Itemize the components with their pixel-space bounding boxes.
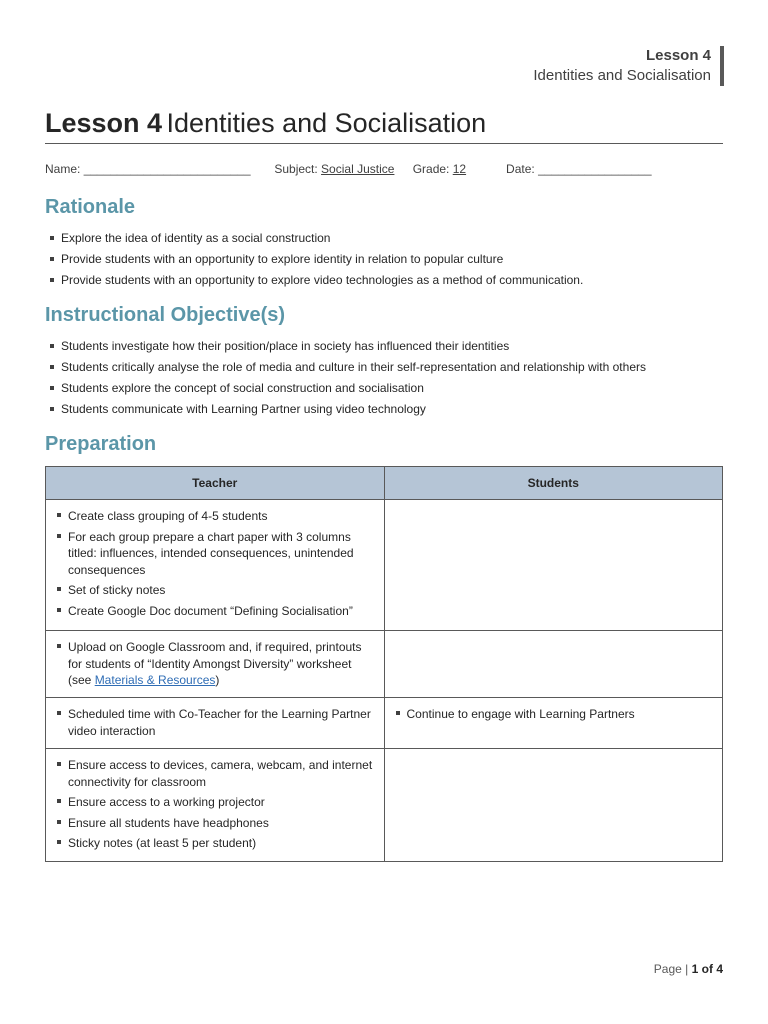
title-bold: Lesson 4	[45, 108, 163, 138]
list-item: Ensure all students have headphones	[52, 815, 376, 832]
list-item: Provide students with an opportunity to explore video technologies as a method of communication.	[45, 273, 725, 287]
list-item: Ensure access to a working projector	[52, 794, 376, 811]
header-subtitle: Identities and Socialisation	[533, 67, 711, 84]
rationale-list	[45, 231, 725, 294]
table-row	[46, 631, 723, 698]
upload-text: Upload on Google Classroom and, if required, printouts for students of “Identity Amongst Diversity” worksheet (see	[68, 640, 362, 687]
page-title	[45, 108, 723, 144]
name-blank: _________________________	[83, 162, 251, 176]
list-item: Create class grouping of 4-5 students	[52, 508, 376, 525]
running-header	[533, 46, 724, 86]
students-cell	[384, 500, 723, 631]
students-cell	[384, 749, 723, 862]
teacher-cell	[46, 631, 385, 698]
meta-row	[45, 162, 723, 176]
closing-paren: )	[215, 673, 220, 687]
teacher-cell	[46, 749, 385, 862]
column-header-teacher: Teacher	[46, 467, 385, 500]
list-item: Scheduled time with Co-Teacher for the Learning Partner video interaction	[52, 706, 376, 739]
table-header-row	[46, 467, 723, 500]
grade-value: 12	[452, 162, 467, 176]
list-item	[52, 639, 376, 689]
title-regular: Identities and Socialisation	[166, 108, 487, 138]
list-item: Ensure access to devices, camera, webcam, and internet connectivity for classroom	[52, 757, 376, 790]
table-row	[46, 500, 723, 631]
table-row	[46, 749, 723, 862]
rationale-heading: Rationale	[45, 196, 136, 218]
teacher-cell	[46, 698, 385, 749]
list-item: Set of sticky notes	[52, 582, 376, 599]
list-item: Explore the idea of identity as a social construction	[45, 231, 725, 245]
list-item: Students explore the concept of social construction and socialisation	[45, 381, 725, 395]
date-blank: _________________	[538, 162, 652, 176]
preparation-table	[45, 466, 723, 862]
materials-resources-link[interactable]: Materials & Resources	[94, 673, 216, 687]
header-lesson: Lesson 4	[645, 47, 711, 64]
name-field[interactable]	[45, 162, 271, 176]
list-item: Sticky notes (at least 5 per student)	[52, 835, 376, 852]
list-item: Students critically analyse the role of media and culture in their self-representation and relationship with others	[45, 360, 725, 374]
objectives-heading: Instructional Objective(s)	[45, 304, 286, 326]
subject-field	[274, 162, 409, 176]
list-item: For each group prepare a chart paper with 3 columns titled: influences, intended consequences, unintended consequences	[52, 529, 376, 579]
column-header-students: Students	[384, 467, 723, 500]
preparation-heading: Preparation	[45, 433, 157, 455]
list-item: Students investigate how their position/place in society has influenced their identities	[45, 339, 725, 353]
grade-field	[413, 162, 503, 176]
page-label: Page |	[653, 962, 689, 976]
list-item: Create Google Doc document “Defining Socialisation”	[52, 603, 376, 620]
page-footer	[654, 962, 723, 976]
students-cell	[384, 631, 723, 698]
teacher-cell	[46, 500, 385, 631]
page-number: 1	[691, 962, 699, 976]
name-label: Name:	[45, 162, 81, 176]
list-item: Provide students with an opportunity to explore identity in relation to popular culture	[45, 252, 725, 266]
subject-value: Social Justice	[321, 162, 395, 176]
list-item: Students communicate with Learning Partner using video technology	[45, 402, 725, 416]
date-field[interactable]	[506, 162, 652, 176]
page-total: of 4	[701, 962, 723, 976]
table-row	[46, 698, 723, 749]
subject-label: Subject:	[274, 162, 318, 176]
list-item: Continue to engage with Learning Partners	[391, 706, 715, 723]
students-cell	[384, 698, 723, 749]
date-label: Date:	[506, 162, 535, 176]
grade-label: Grade:	[412, 162, 450, 176]
objectives-list	[45, 339, 725, 423]
